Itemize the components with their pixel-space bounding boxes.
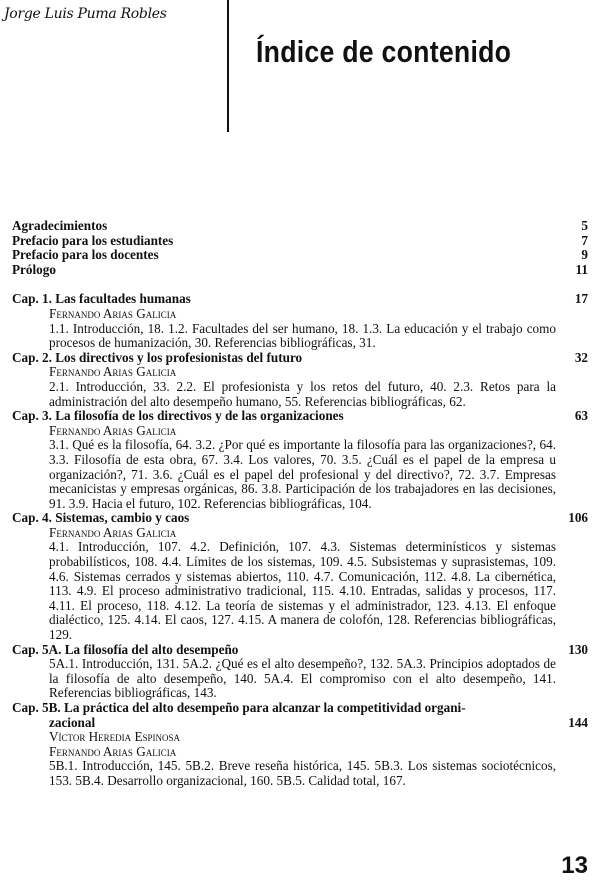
chapter-title — [12, 409, 560, 424]
toc-entry — [12, 234, 588, 249]
chapter-heading — [12, 701, 588, 730]
chapter-title — [12, 292, 560, 307]
toc-entry-page: 9 — [581, 247, 588, 263]
chapter-title-text: Cap. 5A. La filosofía del alto desempeño — [12, 641, 239, 657]
chapter-sections: 5A.1. Introducción, 131. 5A.2. ¿Qué es el alto desempeño?, 132. 5A.3. Principios adoptados de la filosofía de alto desempeño, 140. 5A.4. El compromiso con el alto desempeño, 141. Referencias bibliográficas, 143. — [49, 656, 556, 701]
toc-entry — [12, 248, 588, 263]
chapter-heading — [12, 292, 588, 307]
chapter-heading — [12, 511, 588, 526]
chapter-author: Fernando Arias Galicia — [49, 422, 177, 438]
chapter-title — [12, 511, 560, 526]
chapter-author: Fernando Arias Galicia — [49, 364, 177, 380]
chapter-sections: 3.1. Qué es la filosofía, 64. 3.2. ¿Por qué es importante la filosofía para las organizaciones?, 64. 3.3. Filosofía de esta obra, 67. 3.4. Los valores, 70. 3.5. ¿Cuál es el papel de la empresa u organización?, 71. 3.6. ¿Cuál es el papel del profesional y del directivo?, 72. 3.7. Empresas mecanicistas y empresas orgánicas, 86. 3.8. Participación de los trabajadores en las decisiones, 91. 3.9. Hacia el futuro, 102. Referencias bibliográficas, 104. — [49, 437, 556, 511]
toc-entry-page: 11 — [575, 261, 588, 277]
chapter-title-text: Cap. 1. Las facultades humanas — [12, 291, 191, 307]
toc-entry-label: Prefacio para los estudiantes — [12, 232, 174, 248]
chapter-title-continuation: zacional — [49, 714, 96, 730]
chapter-heading — [12, 409, 588, 424]
chapter-entry — [12, 409, 588, 511]
chapter-title-text: Cap. 2. Los directivos y los profesionistas del futuro — [12, 349, 303, 365]
toc-entry-page: 5 — [581, 218, 588, 233]
page-title: Índice de contenido — [256, 34, 512, 69]
chapter-sections: 5B.1. Introducción, 145. 5B.2. Breve reseña histórica, 145. 5B.3. Los sistemas sociotécnicos, 153. 5B.4. Desarrollo organizacional, 160. 5B.5. Calidad total, 167. — [49, 758, 556, 788]
chapter-author: Fernando Arias Galicia — [49, 524, 177, 540]
toc-entry — [12, 263, 588, 278]
toc-entry — [12, 219, 588, 234]
table-of-contents — [12, 219, 588, 789]
chapter-author: Fernando Arias Galicia — [49, 743, 177, 759]
chapter-sections: 2.1. Introducción, 33. 2.2. El profesionista y los retos del futuro, 40. 2.3. Retos para la administración del alto desempeño humano, 55. Referencias bibliográficas, 62. — [49, 378, 556, 409]
chapter-page: 17 — [574, 291, 588, 307]
chapter-author: Víctor Heredia Espinosa — [49, 729, 181, 745]
chapter-entry — [12, 351, 588, 409]
chapter-page: 63 — [574, 408, 588, 424]
chapter-sections: 4.1. Introducción, 107. 4.2. Definición, 107. 4.3. Sistemas determinísticos y sistemas probabilísticos, 108. 4.4. Límites de los sistemas, 109. 4.5. Subsistemas y suprasistemas, 109. 4.6. Sistemas cerrados y sistemas abiertos, 110. 4.7. Comunicación, 112. 4.8. La cibernética, 113. 4.9. El proceso administrativo tradicional, 115. 4.10. Entradas, salidas y procesos, 117. 4.11. El proceso, 118. 4.12. La teoría de sistemas y el administrador, 123. 4.13. El enfoque dialéctico, 125. 4.14. El caos, 127. 4.15. A manera de colofón, 128. Referencias bibliográficas, 129. — [49, 539, 556, 643]
chapter-title-text: Cap. 3. La filosofía de los directivos y de las organizaciones — [12, 408, 344, 424]
header-divider — [227, 0, 229, 132]
page-number: 13 — [561, 852, 588, 879]
chapter-entry — [12, 511, 588, 642]
toc-entry-label: Agradecimientos — [12, 218, 108, 233]
chapter-title-text: Cap. 4. Sistemas, cambio y caos — [12, 510, 190, 526]
toc-entry-label: Prólogo — [12, 261, 56, 277]
front-matter — [12, 219, 588, 277]
chapter-page: 32 — [574, 349, 588, 365]
toc-entry-page: 7 — [581, 232, 588, 248]
chapter-entry — [12, 292, 588, 350]
chapter-page: 130 — [568, 641, 588, 657]
chapter-entry — [12, 643, 588, 701]
chapter-author: Fernando Arias Galicia — [49, 305, 177, 321]
chapter-list — [12, 292, 588, 788]
toc-entry-label: Prefacio para los docentes — [12, 247, 159, 263]
chapter-title — [12, 351, 560, 366]
chapter-page: 144 — [568, 714, 588, 730]
chapter-title — [12, 701, 560, 730]
chapter-title-text: Cap. 5B. La práctica del alto desempeño para alcanzar la competitividad organi- — [12, 700, 466, 715]
running-head: Jorge Luis Puma Robles — [4, 6, 167, 22]
chapter-title — [12, 643, 560, 658]
chapter-sections: 1.1. Introducción, 18. 1.2. Facultades del ser humano, 18. 1.3. La educación y el trabajo como procesos de humanización, 30. Referencias bibliográficas, 31. — [49, 320, 556, 351]
chapter-heading — [12, 643, 588, 658]
chapter-heading — [12, 351, 588, 366]
chapter-page: 106 — [568, 510, 588, 526]
chapter-entry — [12, 701, 588, 789]
